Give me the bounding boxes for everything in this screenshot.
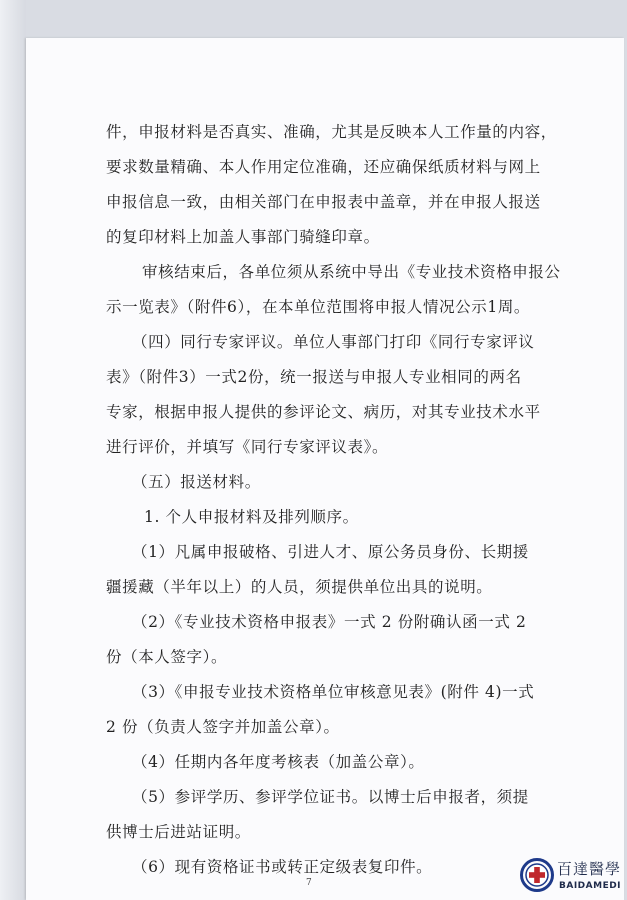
page-edge-shadow: [0, 0, 26, 900]
list-item-line: 2 份（负责人签字并加盖公章）。: [106, 718, 340, 736]
medical-cross-logo-icon: [520, 858, 554, 892]
list-item-line: （4）任期内各年度考核表（加盖公章）。: [132, 753, 425, 771]
section-heading-line: （五）报送材料。: [132, 473, 261, 491]
list-item-line: （2）《专业技术资格申报表》一式 2 份附确认函一式 2: [132, 613, 527, 631]
paragraph-line: 要求数量精确、本人作用定位准确，还应确保纸质材料与网上: [106, 158, 541, 176]
section-heading-line: （四）同行专家评议。单位人事部门打印《同行专家评议: [132, 333, 535, 351]
paragraph-line: 进行评价，并填写《同行专家评议表》。: [106, 438, 389, 456]
list-item-line: 供博士后进站证明。: [106, 823, 251, 841]
watermark-brand-name: 百達醫學: [557, 860, 622, 878]
paragraph-line: 申报信息一致，由相关部门在申报表中盖章，并在申报人报送: [106, 193, 541, 211]
paragraph-line: 示一览表》（附件6），在本单位范围将申报人情况公示1周。: [106, 298, 531, 316]
paragraph-line: 件，申报材料是否真实、准确，尤其是反映本人工作量的内容，: [106, 123, 557, 141]
paragraph-line: 表》（附件3）一式2份，统一报送与申报人专业相同的两名: [106, 368, 522, 386]
paragraph-line: 审核结束后，各单位须从系统中导出《专业技术资格申报公: [142, 263, 561, 281]
paragraph-line: 的复印材料上加盖人事部门骑缝印章。: [106, 228, 380, 246]
list-item-line: （3）《申报专业技术资格单位审核意见表》(附件 4)一式: [132, 683, 535, 701]
list-item-line: （1）凡属申报破格、引进人才、原公务员身份、长期援: [132, 543, 529, 561]
watermark-brand-sub: BAIDAMEDI: [559, 881, 622, 891]
list-item-line: 疆援藏（半年以上）的人员，须提供单位出具的说明。: [106, 578, 493, 596]
list-item-line: （6）现有资格证书或转正定级表复印件。: [132, 858, 433, 876]
list-item-line: （5）参评学历、参评学位证书。以博士后申报者，须提: [132, 788, 529, 806]
watermark-logo: [519, 854, 625, 896]
page-number: 7: [306, 878, 312, 888]
paragraph-line: 专家，根据申报人提供的参评论文、病历，对其专业技术水平: [106, 403, 541, 421]
list-item-line: 份（本人签字）。: [106, 648, 228, 666]
list-heading-line: 1. 个人申报材料及排列顺序。: [144, 508, 359, 526]
